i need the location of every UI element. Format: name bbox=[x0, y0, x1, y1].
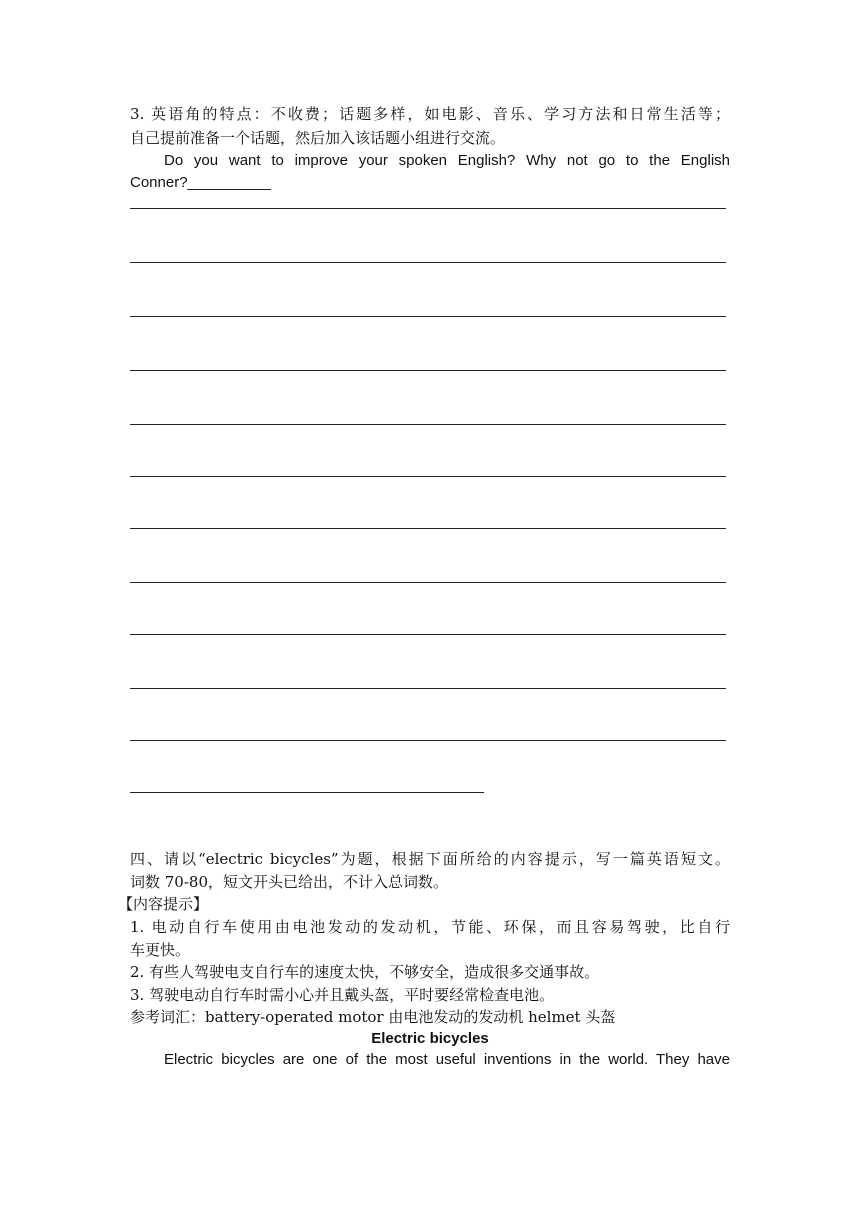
vocab-line: 参考词汇：battery-operated motor 由电池发动的发动机 helmet 头盔 bbox=[130, 1008, 616, 1026]
answer-line-12[interactable] bbox=[130, 792, 484, 793]
section3-line2: 自己提前准备一个话题，然后加入该话题小组进行交流。 bbox=[130, 129, 506, 147]
answer-line-6[interactable] bbox=[130, 476, 726, 477]
answer-line-5[interactable] bbox=[130, 424, 726, 425]
answer-line-2[interactable] bbox=[130, 262, 726, 263]
prompt-line2: Conner?__________ bbox=[130, 174, 271, 191]
point1-line1: 1. 电动自行车使用由电池发动的发动机，节能、环保，而且容易驾驶，比自行 bbox=[130, 918, 730, 936]
answer-line-11[interactable] bbox=[130, 740, 726, 741]
answer-line-8[interactable] bbox=[130, 582, 726, 583]
point2: 2. 有些人驾驶电支自行车的速度太快，不够安全，造成很多交通事故。 bbox=[130, 963, 600, 981]
answer-line-4[interactable] bbox=[130, 370, 726, 371]
section3-line1: 3. 英语角的特点：不收费；话题多样，如电影、音乐、学习方法和日常生活等； bbox=[130, 105, 730, 123]
answer-line-1[interactable] bbox=[130, 208, 726, 209]
point3: 3. 驾驶电动自行车时需小心并且戴头盔，平时要经常检查电池。 bbox=[130, 986, 555, 1004]
section4-instruction-line1: 四、请以“electric bicycles”为题，根据下面所给的内容提示，写一篇英语短文。 bbox=[130, 850, 730, 868]
essay-title: Electric bicycles bbox=[371, 1030, 489, 1047]
answer-line-3[interactable] bbox=[130, 316, 726, 317]
answer-line-7[interactable] bbox=[130, 528, 726, 529]
essay-start: Electric bicycles are one of the most useful inventions in the world. They have bbox=[164, 1051, 730, 1068]
section4-instruction-line2: 词数 70-80，短文开头已给出，不计入总词数。 bbox=[130, 873, 449, 891]
answer-line-10[interactable] bbox=[130, 688, 726, 689]
prompt-line1: Do you want to improve your spoken English? Why not go to the English bbox=[164, 152, 730, 169]
point1-line2: 车更快。 bbox=[130, 941, 191, 959]
answer-line-9[interactable] bbox=[130, 634, 726, 635]
hint-header: 【内容提示】 bbox=[118, 895, 209, 913]
